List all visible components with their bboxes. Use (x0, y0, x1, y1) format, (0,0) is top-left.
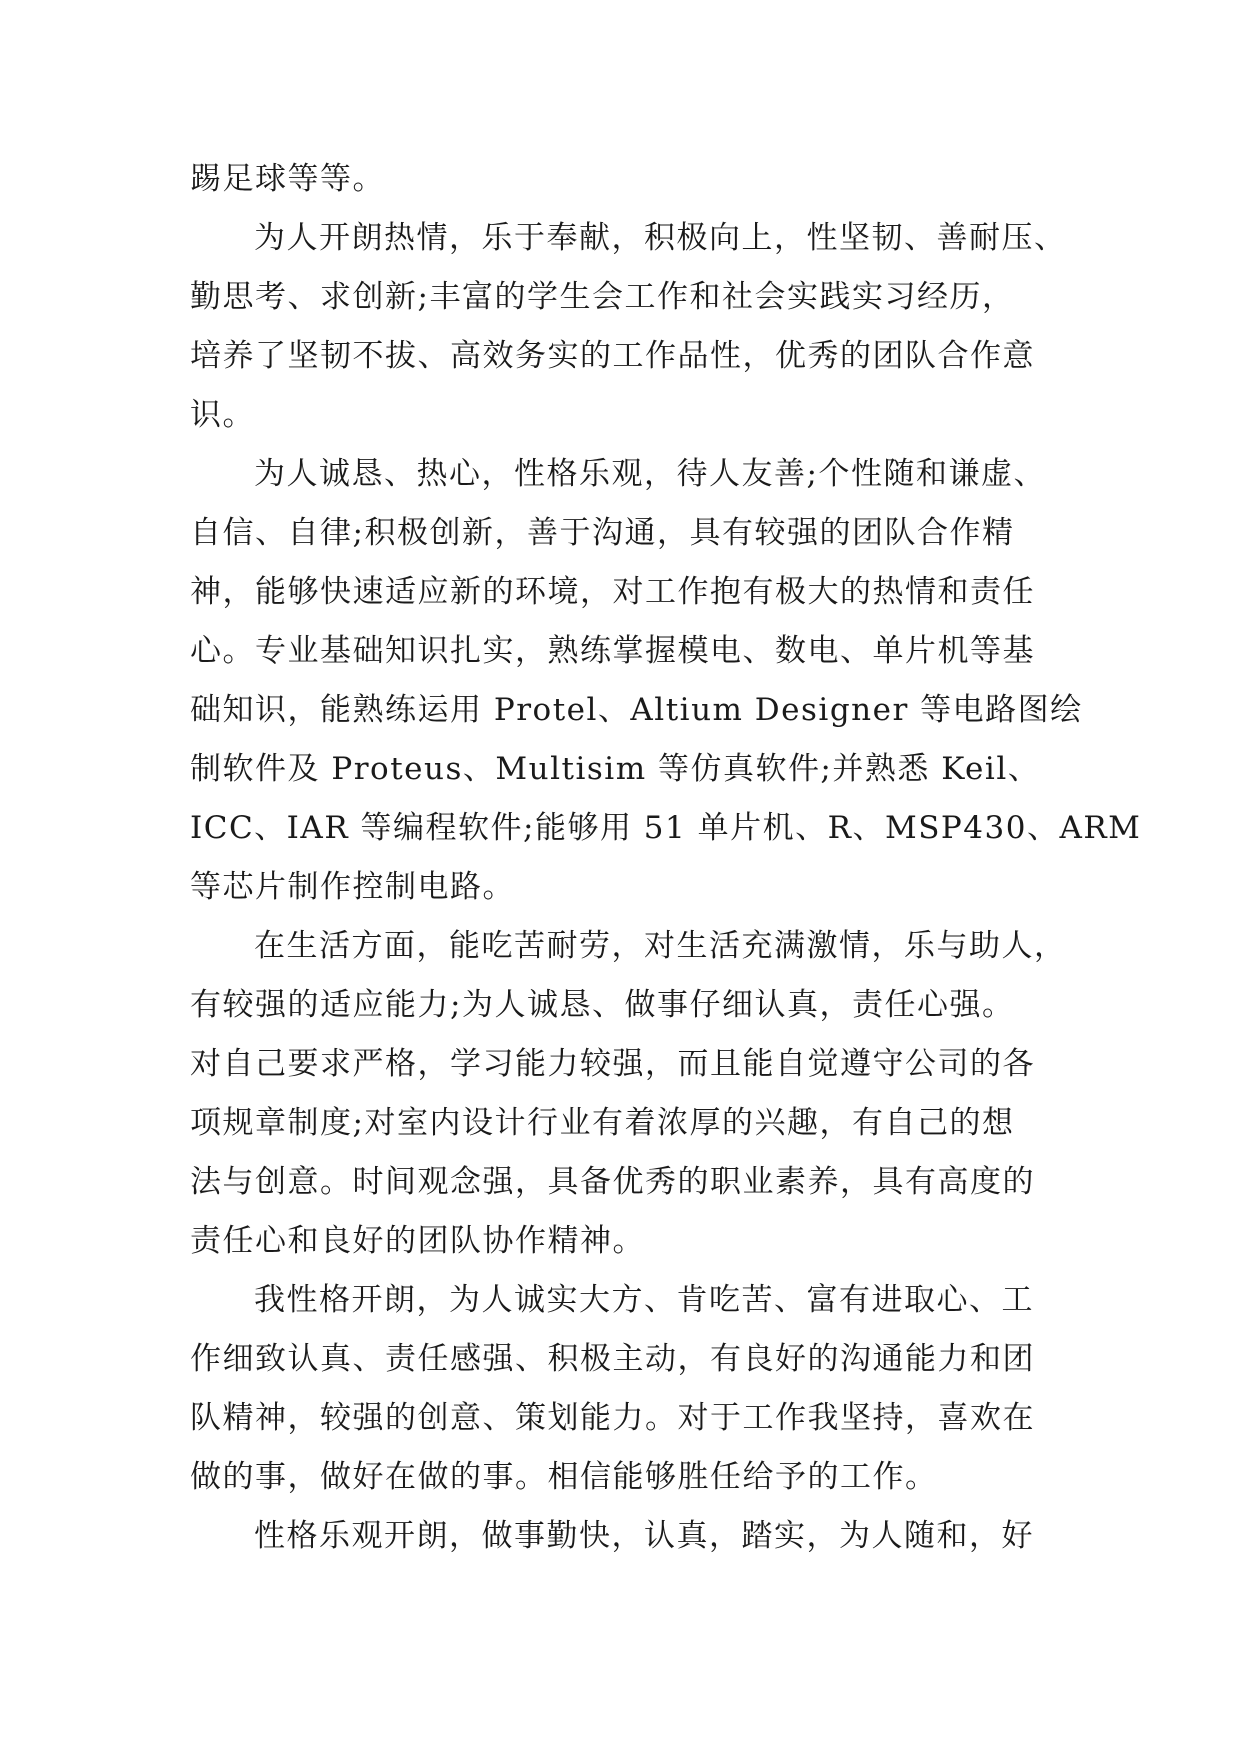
text-line: 踢足球等等。 (190, 161, 385, 197)
text-line: 勤思考、求创新;丰富的学生会工作和社会实践实习经历， (190, 279, 1015, 315)
paragraph-first-line: 性格乐观开朗，做事勤快，认真，踏实，为人随和，好 (254, 1518, 1034, 1554)
text-line: 做的事，做好在做的事。相信能够胜任给予的工作。 (190, 1459, 938, 1495)
text-line: 神，能够快速适应新的环境，对工作抱有极大的热情和责任 (190, 574, 1035, 610)
text-line: 识。 (190, 397, 255, 433)
text-line: 法与创意。时间观念强，具备优秀的职业素养，具有高度的 (190, 1164, 1035, 1200)
paragraph-first-line: 在生活方面，能吃苦耐劳，对生活充满激情，乐与助人， (254, 928, 1067, 964)
text-line: 培养了坚韧不拔、高效务实的工作品性，优秀的团队合作意 (190, 338, 1035, 374)
text-line: 础知识，能熟练运用 Protel、Altium Designer 等电路图绘 (190, 692, 1083, 728)
text-line: 有较强的适应能力;为人诚恳、做事仔细认真，责任心强。 (190, 987, 1015, 1023)
paragraph-first-line: 为人诚恳、热心，性格乐观，待人友善;个性随和谦虚、 (254, 456, 1046, 492)
text-line: 作细致认真、责任感强、积极主动，有良好的沟通能力和团 (190, 1341, 1035, 1377)
document-body (190, 150, 1142, 1566)
paragraph-first-line: 为人开朗热情，乐于奉献，积极向上，性坚韧、善耐压、 (254, 220, 1067, 256)
text-line: 等芯片制作控制电路。 (190, 869, 515, 905)
text-line: ICC、IAR 等编程软件;能够用 51 单片机、R、MSP430、ARM (190, 810, 1142, 846)
text-line: 队精神，较强的创意、策划能力。对于工作我坚持，喜欢在 (190, 1400, 1035, 1436)
text-line: 制软件及 Proteus、Multisim 等仿真软件;并熟悉 Keil、 (190, 751, 1041, 787)
text-line: 心。专业基础知识扎实，熟练掌握模电、数电、单片机等基 (190, 633, 1035, 669)
text-line: 对自己要求严格，学习能力较强，而且能自觉遵守公司的各 (190, 1046, 1035, 1082)
text-line: 责任心和良好的团队协作精神。 (190, 1223, 645, 1259)
paragraph-first-line: 我性格开朗，为人诚实大方、肯吃苦、富有进取心、工 (254, 1282, 1034, 1318)
text-line: 项规章制度;对室内设计行业有着浓厚的兴趣，有自己的想 (190, 1105, 1015, 1141)
text-line: 自信、自律;积极创新，善于沟通，具有较强的团队合作精 (190, 515, 1015, 551)
